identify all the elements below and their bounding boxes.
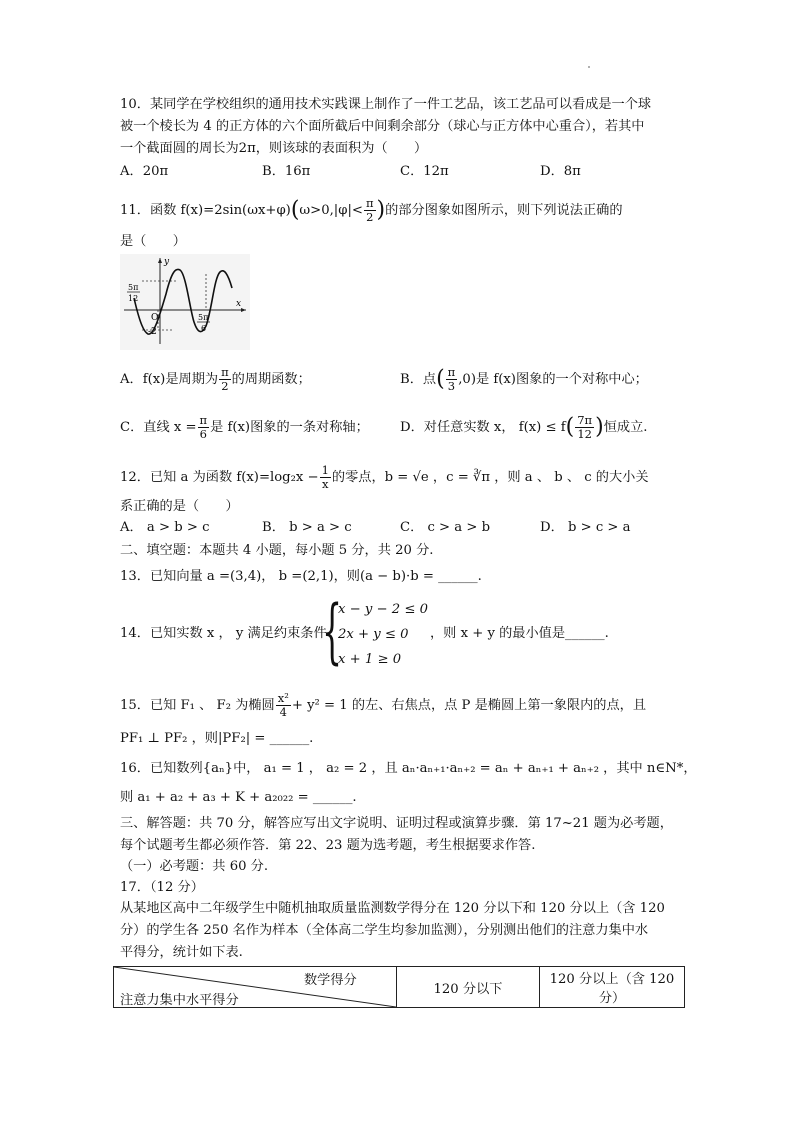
q17-line-2: 分）的学生各 250 名作为样本（全体高二学生均参加监测），分别测出他们的注意力集中水 [120,923,649,938]
graph-tick-y: -2 [148,327,157,337]
graph-x-label: x [236,299,242,309]
q11-option-b: B．点( $\frac{\pi}{3}$ ,0)是 f(x)图象的一个对称中心； [400,365,648,393]
q12-option-c: C． c > a > b [400,520,491,535]
q15-line-2: PF₁ ⊥ PF₂ ，则|PF₂| = ______. [120,731,314,746]
diag-header-bottom: 注意力集中水平得分 [120,993,239,1008]
q12-option-a: A． a > b > c [120,520,210,535]
q10-option-b: B．16π [262,164,311,179]
q16-line-2: 则 a₁ + a₂ + a₃ + K + a₂₀₂₂ = ______. [120,790,357,805]
q11-stem-pre: 11．函数 f(x)=2sin(ωx+φ) [120,203,291,218]
q11-option-a: A．f(x)是周期为 $\frac{\pi}{2}$ 的周期函数； [120,365,311,393]
q10-line-2: 被一个棱长为 4 的正方体的六个面所截后中间剩余部分（球心与正方体中心重合），若其中 [120,119,645,134]
q14-constraint-2: 2x + y ≤ 0 [338,627,409,642]
q17-line-3: 平得分，统计如下表. [120,945,243,960]
q11-cond-fraction: $\frac{\pi}{2}$ [365,196,374,224]
scan-speck [588,66,590,68]
q10-option-a: A．20π [120,164,169,179]
sine-graph-svg [120,254,250,350]
q14-brace: { [322,590,343,672]
q17-head: 17．（12 分） [120,880,204,895]
q11-option-d: D．对任意实数 x， f(x) ≤ f( $\frac{7\pi}{12}$ )恒成立. [400,413,648,441]
q12-stem-line-2: 系正确的是（ ） [120,499,239,514]
table-row [114,967,685,1008]
q12-option-b: B． b > a > c [262,520,352,535]
table-col-above-120: 120 分以上（含 120 分） [540,967,685,1008]
q11-function-graph [120,254,250,350]
q14-post: ，则 x + y 的最小值是______. [430,626,609,641]
q17-line-1: 从某地区高中二年级学生中随机抽取质量监测数学得分在 120 分以下和 120 分以上（含 120 [120,901,665,916]
table-diagonal-header [114,967,397,1008]
q12-stem: 12．已知 a 为函数 f(x)=log₂x − $\frac{1}{x}$ 的零点，b = √e ，c = ∛π ，则 a 、 b 、 c 的大小关 [120,463,649,491]
graph-tick-b-num: 5π [198,313,209,322]
q11-option-c: C．直线 x = $\frac{\pi}{6}$ 是 f(x)图象的一条对称轴； [120,413,369,441]
q14-pre: 14．已知实数 x ， y 满足约束条件 [120,626,327,641]
q11-stem-cond: ω>0,|φ|< [299,203,363,218]
q10-line-1: 10．某同学在学校组织的通用技术实践课上制作了一件工艺品，该工艺品可以看成是一个球 [120,97,652,112]
q17-table [113,966,685,1008]
graph-tick-b-den: 6 [201,324,207,333]
graph-origin-label: O [151,313,159,323]
graph-tick-a-den: 12 [128,294,139,303]
q10-line-3: 一个截面圆的周长为2π，则该球的表面积为（ ） [120,141,428,156]
section-3-line-1: 三、解答题：共 70 分，解答应写出文字说明、证明过程或演算步骤．第 17~21 题为必考题， [120,816,673,831]
table-col-below-120: 120 分以下 [397,967,540,1008]
graph-y-label: y [164,257,170,267]
q14-constraint-3: x + 1 ≥ 0 [338,652,402,667]
q11-stem-post: 的部分图象如图所示，则下列说法正确的 [385,203,623,218]
q11-stem: 11．函数 f(x)=2sin(ωx+φ)(ω>0,|φ|< $\frac{\pi}{2}$ )的部分图象如图所示，则下列说法正确的 [120,196,623,224]
q15-stem: 15．已知 F₁ 、 F₂ 为椭圆 $\frac{\text{x²}}{4}$ + y² = 1 的左、右焦点，点 P 是椭圆上第一象限内的点，且 [120,691,647,719]
section-3-line-3: （一）必考题：共 60 分. [120,859,269,874]
q14-constraint-1: x − y − 2 ≤ 0 [338,602,428,617]
diag-header-top: 数学得分 [304,973,357,988]
q10-option-d: D．8π [540,164,581,179]
q13: 13．已知向量 a =(3,4)， b =(2,1)，则(a − b)·b = ______. [120,569,482,584]
q16-line-1: 16．已知数列{aₙ}中， a₁ = 1 ， a₂ = 2 ，且 aₙ·aₙ₊₁·aₙ₊₂ = aₙ + aₙ₊₁ + aₙ₊₂ ，其中 n∈N*， [120,761,697,776]
q11-stem-line-2: 是（ ） [120,234,186,249]
graph-tick-a-num: 5π [128,283,139,292]
q10-option-c: C．12π [400,164,449,179]
section-2-heading: 二、填空题：本题共 4 小题，每小题 5 分，共 20 分. [120,543,434,558]
section-3-line-2: 每个试题考生都必须作答．第 22、23 题为选考题，考生根据要求作答. [120,838,536,853]
q12-option-d: D． b > c > a [540,520,631,535]
